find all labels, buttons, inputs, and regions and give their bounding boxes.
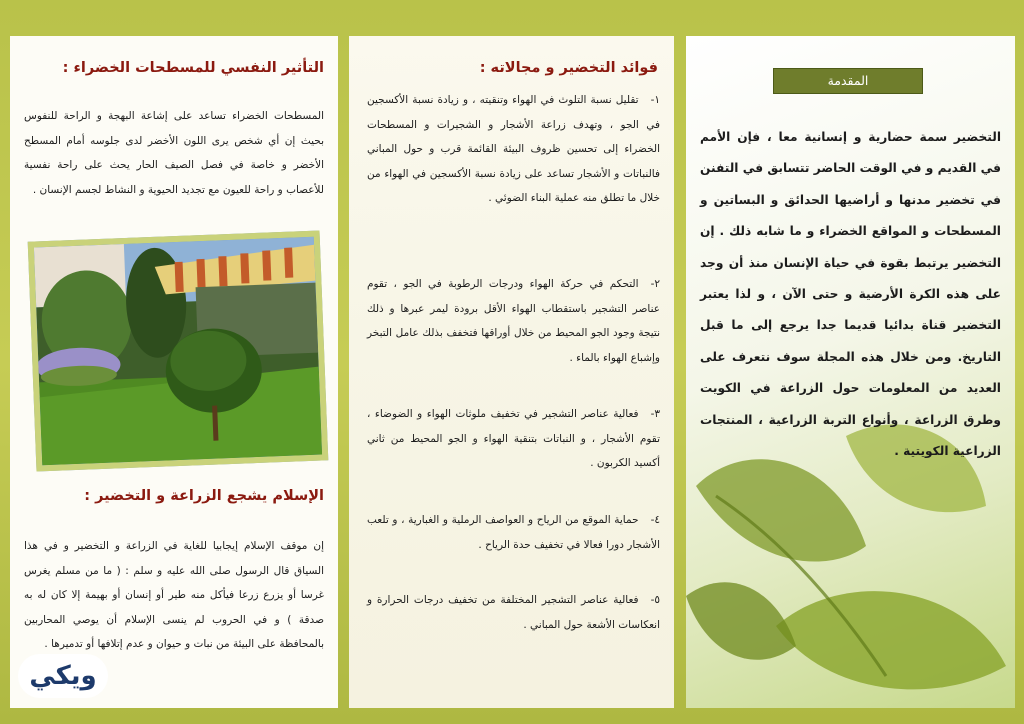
benefit-item-5 — [367, 588, 660, 637]
intro-badge: المقدمة — [773, 68, 923, 94]
benefit-item-2 — [367, 272, 660, 370]
benefit-item-1 — [367, 88, 660, 211]
garden-photo-image — [34, 237, 322, 466]
benefit-number: ٢- — [650, 278, 660, 290]
islam-text: إن موقف الإسلام إيجابيا للغاية في الزراعة و التخضير و في هذا السياق قال الرسول صلى الله عليه و سلم : ( ما من مسلم يغرس غرسا أو يزرع زرعا فيأكل منه طير أو إنسان أو بهيمة إلا كان له به صدقة ) و في الحروب لم ينسى الإسلام أن يوصي المحاربين بالمحافظة على البيئة من نبات و حيوان و عدم إتلافها أو تدميرها . — [24, 540, 324, 650]
benefit-item-3 — [367, 402, 660, 476]
benefits-heading: فوائد التخضير و مجالاته : — [479, 60, 658, 76]
benefit-text: تقليل نسبة التلوث في الهواء وتنقيته ، و زيادة نسبة الأكسجين في الجو ، وتهدف زراعة الأشجار و الشجيرات و المسطحات الخضراء إلى تحسين ظروف البيئة القائمة قرب و حول المباني فالنباتات و الأشجار تساعد على زيادة نسبة الأكسجين في الهواء من خلال ما تطلق منه عملية البناء الضوئي . — [367, 94, 660, 204]
benefit-number: ٤- — [650, 514, 660, 526]
benefit-item-4 — [367, 508, 660, 557]
benefit-text: فعالية عناصر التشجير المختلفة من تخفيف درجات الحرارة و انعكاسات الأشعة حول المباني . — [367, 594, 660, 631]
logo-text: ويكي — [29, 661, 97, 691]
islam-heading: الإسلام يشجع الزراعة و التخضير : — [84, 488, 324, 504]
intro-text: التخضير سمة حضارية و إنسانية معا ، فإن الأمم في القديم و في الوقت الحاضر تتسابق في التفنن في تخضير مدنها و أراضيها الحدائق و البساتين و المسطحات و المواقع الخضراء و ما شابه ذلك . إن التخضير يرتبط بقوة في حياة الإنسان منذ أن وجد على هذه الكرة الأرضية و حتى الآن ، و لذا يعتبر التخضير قناة بدائيا قديما جدا يرجع إلى ما قبل التاريخ. ومن خلال هذه المجلة سوف نتعرف على العديد من المعلومات حول الزراعة في الكويت وطرق الزراعة ، وأنواع التربة الزراعية ، المنتجات الزراعية الكويتية . — [700, 130, 1001, 459]
benefit-number: ٥- — [650, 594, 660, 606]
benefit-text: التحكم في حركة الهواء ودرجات الرطوبة في الجو ، تقوم عناصر التشجير باستقطاب الهواء الأقل برودة ليمر عبرها و ذلك نتيجة وجود الجو المحيط من خلال أوراقها فتخفف بذلك عامل التبخر وإشباع الهواء بالماء . — [367, 278, 660, 364]
middle-panel — [349, 36, 674, 708]
garden-photo — [28, 230, 329, 471]
site-logo — [18, 654, 108, 698]
psych-effect-heading: التأثير النفسي للمسطحات الخضراء : — [62, 60, 324, 76]
benefit-number: ١- — [650, 94, 660, 106]
benefit-number: ٣- — [650, 408, 660, 420]
right-panel — [686, 36, 1015, 708]
benefit-text: حماية الموقع من الرياح و العواصف الرملية و الغبارية ، و تلعب الأشجار دورا فعالا في تخفيف حدة الرياح . — [367, 514, 660, 551]
left-panel — [10, 36, 338, 708]
psych-effect-text: المسطحات الخضراء تساعد على إشاعة البهجة و الراحة للنفوس بحيث إن أي شخص يرى اللون الأخضر لدى جلوسه أمام المسطح الأخضر و خاصة في فصل الصيف الحار يحث على راحة نفسية للأعصاب و راحة للعيون مع تجديد الحيوية و النشاط لجسم الإنسان . — [24, 110, 324, 196]
benefit-text: فعالية عناصر التشجير في تخفيف ملوثات الهواء و الضوضاء ، تقوم الأشجار ، و النباتات بتنقية الهواء و الجو المحيط من ثاني أكسيد الكربون . — [367, 408, 660, 469]
